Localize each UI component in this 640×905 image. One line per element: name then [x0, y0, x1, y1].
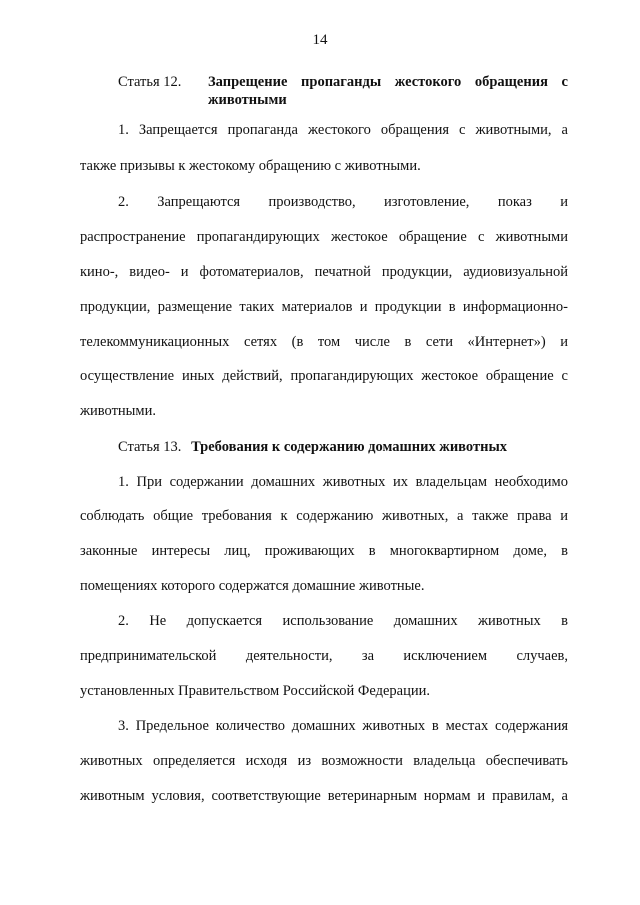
text-line: телекоммуникационных сетях (в том числе в сети «Интернет») и [80, 334, 568, 350]
text-line: также призывы к жестокому обращению с животными. [80, 158, 421, 174]
article-13-label: Статья 13. [118, 439, 182, 455]
article-12-label: Статья 12. [118, 74, 182, 90]
text-line: 2. Запрещаются производство, изготовление, показ и [118, 194, 568, 210]
text-line: продукции, размещение таких материалов и продукции в информационно- [80, 299, 568, 315]
article-12-title-line-1: Запрещение пропаганды жестокого обращения с [208, 74, 568, 90]
article-12-title-line-2: животными [208, 92, 287, 108]
text-line: распространение пропагандирующих жестокое обращение с животными [80, 229, 568, 245]
text-line: соблюдать общие требования к содержанию животных, а также права и [80, 508, 568, 524]
page-number: 14 [312, 32, 328, 48]
article-13-title: Требования к содержанию домашних животных [191, 439, 508, 455]
text-line: 1. Запрещается пропаганда жестокого обращения с животными, а [118, 122, 568, 138]
text-line: кино-, видео- и фотоматериалов, печатной продукции, аудиовизуальной [80, 264, 568, 280]
text-line: 2. Не допускается использование домашних животных в [118, 613, 568, 629]
text-line: законные интересы лиц, проживающих в многоквартирном доме, в [80, 543, 568, 559]
text-line: 1. При содержании домашних животных их владельцам необходимо [118, 474, 568, 490]
text-line: животным условия, соответствующие ветеринарным нормам и правилам, а [80, 788, 568, 804]
text-line: животными. [80, 403, 156, 419]
text-line: предпринимательской деятельности, за исключением случаев, [80, 648, 568, 664]
text-line: установленных Правительством Российской Федерации. [80, 683, 430, 699]
article-13-heading [118, 437, 568, 457]
text-line: животных определяется исходя из возможности владельца обеспечивать [80, 753, 568, 769]
text-line: помещениях которого содержатся домашние животные. [80, 578, 425, 594]
article-12-heading [118, 73, 568, 109]
text-line: осуществление иных действий, пропагандирующих жестокое обращение с [80, 368, 568, 384]
text-line: 3. Предельное количество домашних животных в местах содержания [118, 718, 568, 734]
